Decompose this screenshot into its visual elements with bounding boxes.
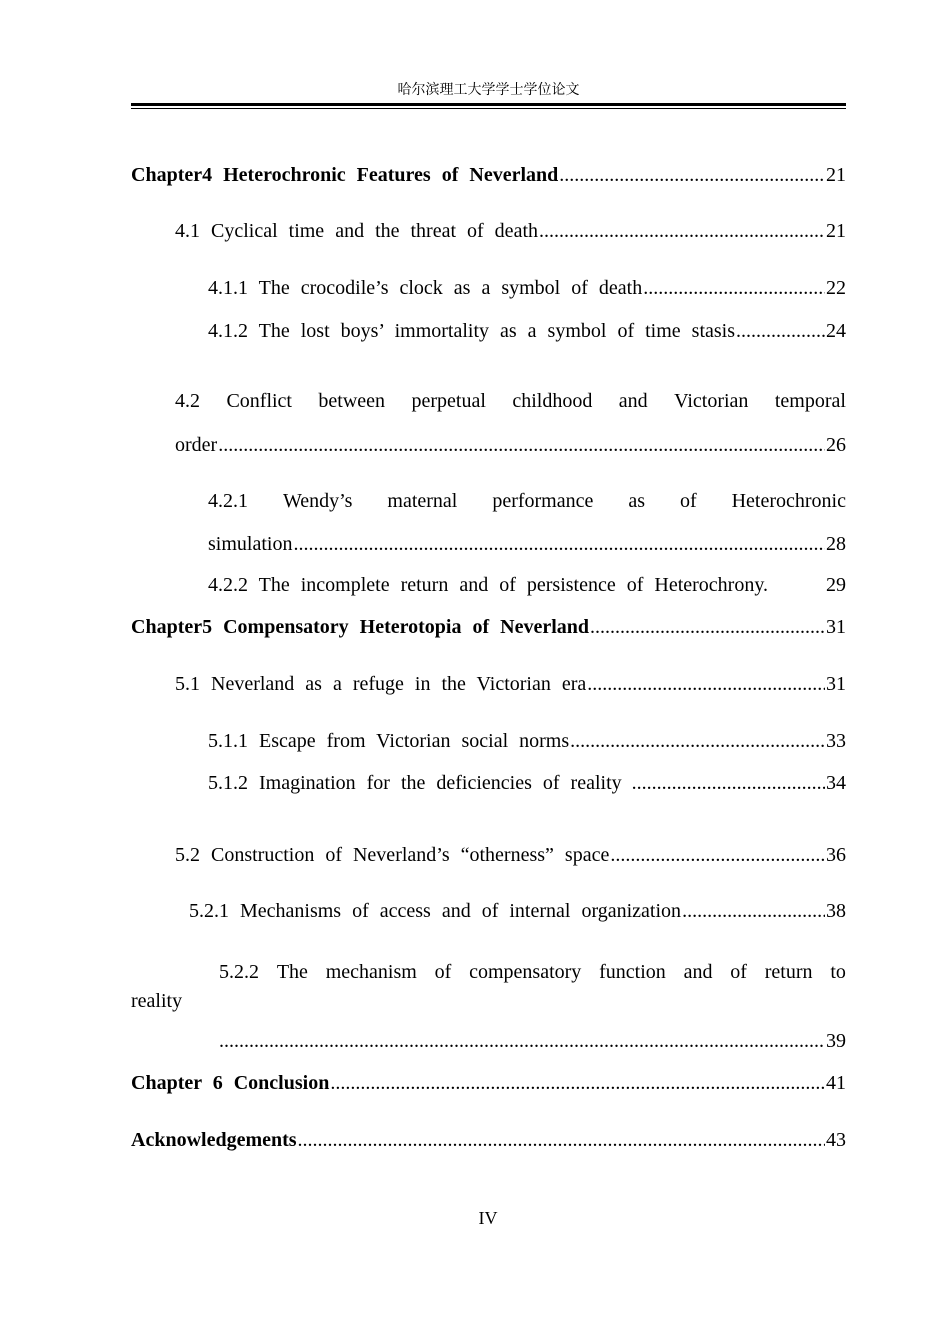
toc-page-number: 34	[826, 772, 846, 794]
toc-page-number: 28	[826, 533, 846, 555]
toc-title-continuation: order	[175, 434, 218, 456]
toc-word: Conflict	[226, 390, 292, 412]
toc-entry-acknowledgements[interactable]	[131, 1128, 846, 1152]
toc-word: function	[599, 961, 666, 983]
toc-entry-4-2[interactable]	[175, 389, 846, 457]
toc-title-line	[208, 489, 846, 513]
toc-leader	[682, 899, 825, 923]
toc-page-number: 31	[826, 616, 846, 638]
toc-entry-5-2-2[interactable]	[219, 960, 846, 984]
toc-word: and	[618, 390, 648, 412]
toc-page-number: 36	[826, 844, 846, 866]
toc-page-number: 31	[826, 673, 846, 695]
toc-leader	[293, 532, 825, 556]
toc-word: perpetual	[411, 390, 486, 412]
toc-page-number: 24	[826, 320, 846, 342]
toc-word: compensatory	[469, 961, 582, 983]
toc-entry-5-1[interactable]	[175, 672, 846, 696]
toc-entry-5-2[interactable]	[175, 843, 846, 867]
toc-word: temporal	[774, 390, 846, 412]
toc-title: 4.1 Cyclical time and the threat of death	[175, 220, 538, 242]
toc-leader	[632, 771, 825, 795]
toc-title: 4.1.1 The crocodile’s clock as a symbol of death	[208, 277, 643, 299]
toc-leader	[330, 1071, 825, 1095]
toc-word: 4.2.1	[208, 490, 248, 512]
toc-title: Chapter 6 Conclusion	[131, 1072, 330, 1094]
toc-leader	[559, 163, 825, 187]
toc-title: 4.2.2 The incomplete return and of persistence of Heterochrony.	[208, 574, 769, 596]
toc-page-number: 39	[826, 1030, 846, 1052]
toc-word: performance	[492, 490, 594, 512]
toc-title: 5.1.2 Imagination for the deficiencies of reality	[208, 772, 622, 794]
toc-entry-4-1-2[interactable]	[208, 319, 846, 343]
toc-word: of	[679, 490, 697, 512]
toc-entry-4-1-1[interactable]	[208, 276, 846, 300]
toc-word: childhood	[512, 390, 593, 412]
toc-word: maternal	[387, 490, 458, 512]
toc-leader	[643, 276, 825, 300]
toc-entry-4-2-1[interactable]	[208, 489, 846, 556]
toc-leader	[590, 615, 825, 639]
page-number-footer: IV	[478, 1208, 498, 1228]
toc-word: Victorian	[674, 390, 749, 412]
toc-page-number: 29	[826, 574, 846, 596]
toc-word: and	[683, 961, 713, 983]
toc-page-number: 26	[826, 434, 846, 456]
toc-entry-4-1[interactable]	[175, 219, 846, 243]
toc-leader	[218, 433, 825, 457]
toc-word: return	[764, 961, 813, 983]
toc-title: 5.2.1 Mechanisms of access and of internal organization	[189, 900, 682, 922]
toc-word: Wendy’s	[282, 490, 353, 512]
toc-title: Acknowledgements	[131, 1129, 297, 1151]
toc-entry-4-2-2[interactable]	[208, 573, 846, 597]
toc-entry-5-2-2-continuation	[131, 989, 846, 1013]
toc-title-line	[219, 960, 846, 984]
toc-entry-chapter6[interactable]	[131, 1071, 846, 1095]
toc-word: to	[830, 961, 846, 983]
toc-leader	[539, 219, 825, 243]
header-rule-thick	[131, 103, 846, 106]
toc-title-line	[175, 389, 846, 413]
toc-word: 5.2.2	[219, 961, 259, 983]
toc-leader	[219, 1029, 825, 1053]
toc-title: 5.1 Neverland as a refuge in the Victorian era	[175, 673, 587, 695]
toc-title: Chapter4 Heterochronic Features of Neverland	[131, 164, 559, 186]
toc-leader	[298, 1128, 825, 1152]
toc-word: between	[318, 390, 386, 412]
toc-entry-5-2-2-leader-line[interactable]	[219, 1029, 846, 1053]
toc-page-number: 41	[826, 1072, 846, 1094]
toc-page-number: 22	[826, 277, 846, 299]
toc-title: Chapter5 Compensatory Heterotopia of Neverland	[131, 616, 590, 638]
toc-leader	[587, 672, 825, 696]
toc-word: Heterochronic	[731, 490, 846, 512]
header-rule-thin	[131, 108, 846, 109]
toc-leader	[610, 843, 825, 867]
toc-word: mechanism	[325, 961, 417, 983]
page-header: 哈尔滨理工大学学士学位论文	[397, 82, 580, 98]
toc-entry-chapter5[interactable]	[131, 615, 846, 639]
toc-entry-5-1-2[interactable]	[208, 771, 846, 795]
toc-page-number: 43	[826, 1129, 846, 1151]
toc-word: of	[434, 961, 452, 983]
toc-page-number: 21	[826, 220, 846, 242]
toc-entry-5-1-1[interactable]	[208, 729, 846, 753]
toc-leader	[736, 319, 825, 343]
toc-title-continuation: reality	[131, 990, 183, 1012]
toc-word: 4.2	[175, 390, 200, 412]
toc-word: The	[276, 961, 308, 983]
toc-title: 5.2 Construction of Neverland’s “otherness” space	[175, 844, 610, 866]
toc-entry-chapter4[interactable]	[131, 163, 846, 187]
toc-leader	[570, 729, 825, 753]
toc-word: as	[628, 490, 645, 512]
toc-page-number: 33	[826, 730, 846, 752]
toc-entry-5-2-1[interactable]	[189, 899, 846, 923]
toc-page-number: 21	[826, 164, 846, 186]
toc-word: of	[730, 961, 747, 983]
toc-title: 4.1.2 The lost boys’ immortality as a symbol of time stasis	[208, 320, 736, 342]
toc-title: 5.1.1 Escape from Victorian social norms	[208, 730, 570, 752]
toc-page-number: 38	[826, 900, 846, 922]
toc-title-continuation: simulation	[208, 533, 293, 555]
